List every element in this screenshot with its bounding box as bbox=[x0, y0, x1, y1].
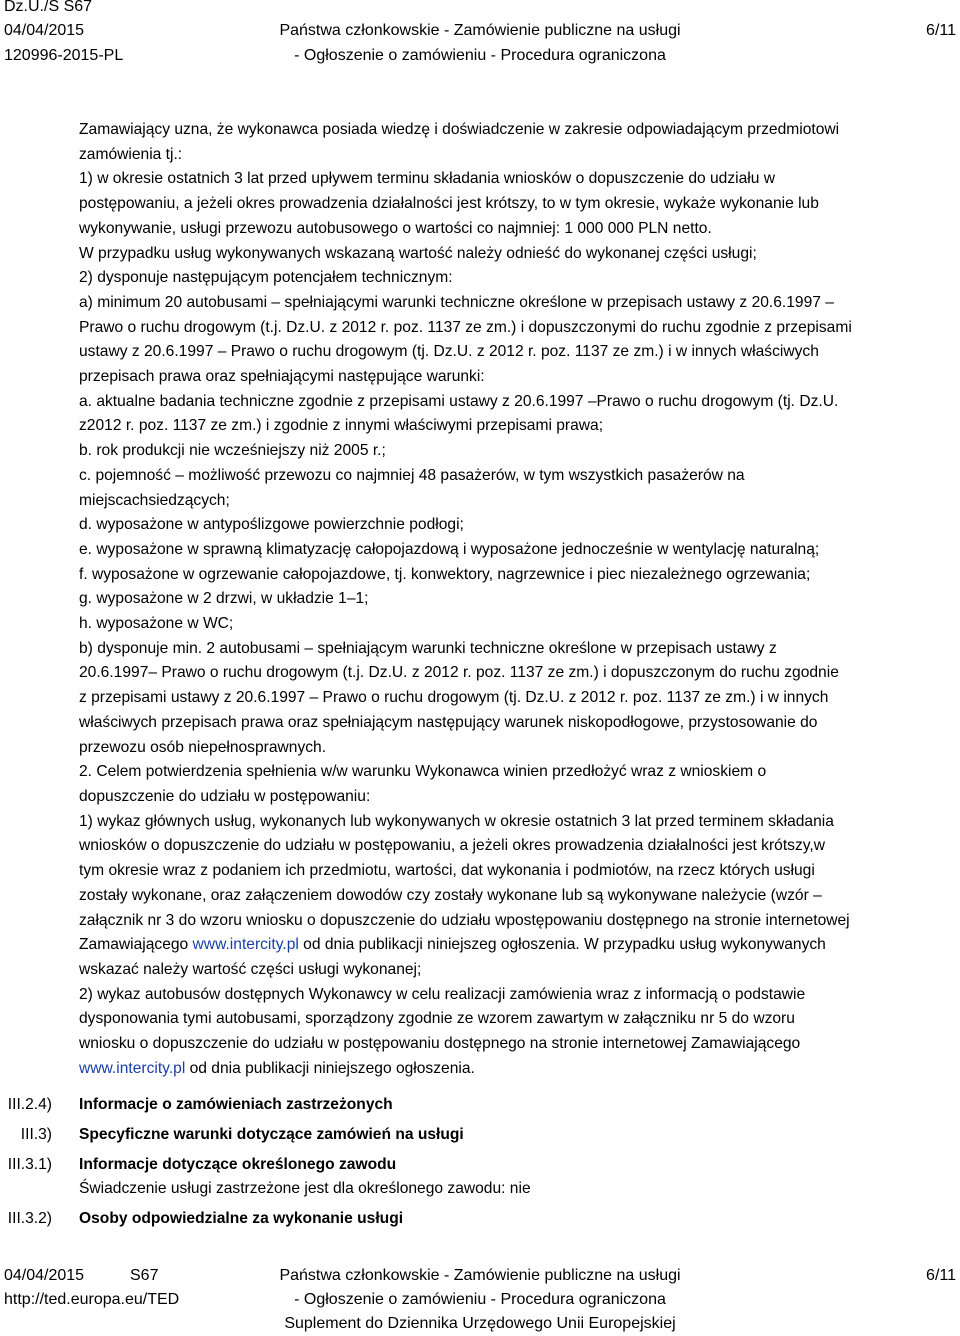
body-line: e. wyposażone w sprawną klimatyzację całopojazdową i wyposażone jednocześnie w wentylację naturalną; bbox=[79, 540, 820, 558]
body-line: a) minimum 20 autobusami – spełniającymi warunki techniczne określone w przepisach ustawy z 20.6.1997 – bbox=[79, 293, 834, 311]
body-line: zostały wykonane, oraz załączeniem dowodów czy zostały wykonane lub są wykonywane należycie (wzór – bbox=[79, 886, 822, 904]
section-title: Specyficzne warunki dotyczące zamówień na usługi bbox=[79, 1126, 464, 1143]
intercity-link[interactable]: www.intercity.pl bbox=[192, 936, 299, 954]
body-line: tym okresie wraz z podaniem ich przedmiotu, wartości, dat wykonania i podmiotów, na rzecz których usługi bbox=[79, 862, 815, 880]
body-line: ustawy z 20.6.1997 – Prawo o ruchu drogowym (tj. Dz.U. z 2012 r. poz. 1137 ze zm.) i w innych właściwych bbox=[79, 343, 819, 361]
body-line: przepisach prawa oraz spełniającymi następujące warunki: bbox=[79, 368, 485, 386]
body-line: wniosków o dopuszczenie do udziału w postępowaniu, a jeżeli okres prowadzenia działalności jest krótszy,w bbox=[79, 837, 826, 855]
body-line-with-link bbox=[79, 1057, 959, 1082]
body-line: właściwych przepisach prawa oraz spełniającym następujący warunek niskopodłogowe, przystosowanie do bbox=[79, 713, 818, 731]
body-line: wniosku o dopuszczenie do udziału w postępowaniu dostępnego na stronie internetowej Zamawiającego bbox=[79, 1035, 801, 1053]
body-line: b. rok produkcji nie wcześniejszy niż 2005 r.; bbox=[79, 442, 386, 460]
link-line-text-after: od dnia publikacji niniejszeg ogłoszenia. W przypadku usług wykonywanych bbox=[298, 936, 826, 954]
section-number: III.3.2) bbox=[7, 1210, 52, 1227]
section-number: III.2.4) bbox=[7, 1096, 52, 1113]
section-title: Osoby odpowiedzialne za wykonanie usługi bbox=[79, 1210, 404, 1227]
section-list bbox=[0, 1093, 960, 1237]
section-row bbox=[0, 1207, 960, 1237]
intercity-link[interactable]: www.intercity.pl bbox=[79, 1059, 186, 1077]
journal-ref: Dz.U./S S67 bbox=[4, 0, 93, 15]
footer-series: S67 bbox=[130, 1267, 159, 1284]
header-date: 04/04/2015 bbox=[4, 22, 85, 39]
section-row bbox=[0, 1093, 960, 1123]
body-line: a. aktualne badania techniczne zgodnie z przepisami ustawy z 20.6.1997 –Prawo o ruchu drogowym (tj. Dz.U. bbox=[79, 392, 839, 410]
body-line: h. wyposażone w WC; bbox=[79, 615, 234, 633]
body-line: Prawo o ruchu drogowym (t.j. Dz.U. z 2012 r. poz. 1137 ze zm.) i dopuszczonymi do ruchu zgodnie z przepisami bbox=[79, 318, 852, 336]
link-line-text-after: od dnia publikacji niniejszego ogłoszenia. bbox=[185, 1059, 475, 1077]
body-line: b) dysponuje min. 2 autobusami – spełniającym warunki techniczne określone w przepisach ustawy z bbox=[79, 639, 777, 657]
body-line: g. wyposażone w 2 drzwi, w układzie 1–1; bbox=[79, 590, 369, 608]
section-row bbox=[0, 1153, 960, 1207]
body-line: z2012 r. poz. 1137 ze zm.) i zgodnie z innymi właściwymi przepisami prawa; bbox=[79, 417, 604, 435]
header-title-line1: Państwa członkowskie - Zamówienie publiczne na usługi bbox=[279, 22, 681, 39]
body-line: z przepisami ustawy z 20.6.1997 – Prawo o ruchu drogowym (tj. Dz.U. z 2012 r. poz. 1137 ze zm.) i w innych bbox=[79, 689, 829, 707]
body-line: przewozu osób niepełnosprawnych. bbox=[79, 738, 327, 756]
body-line: 2) wykaz autobusów dostępnych Wykonawcy w celu realizacji zamówienia wraz z informacją o podstawie bbox=[79, 985, 806, 1003]
body-line: dopuszczenie do udziału w postępowaniu: bbox=[79, 787, 371, 805]
section-number: III.3.1) bbox=[7, 1156, 52, 1173]
body-line: 2. Celem potwierdzenia spełnienia w/w warunku Wykonawca winien przedłożyć wraz z wnioskiem o bbox=[79, 763, 767, 781]
header-doc-id: 120996-2015-PL bbox=[4, 47, 124, 64]
body-text bbox=[79, 118, 959, 1081]
body-line: załącznik nr 3 do wzoru wniosku o dopuszczenie do udziału wpostępowaniu dostępnego na stronie internetowej bbox=[79, 911, 850, 929]
body-line: Zamawiający uzna, że wykonawca posiada wiedzę i doświadczenie w zakresie odpowiadającym przedmiotowi bbox=[79, 121, 840, 138]
section-number: III.3) bbox=[20, 1126, 52, 1143]
link-line-text-before: Zamawiającego bbox=[79, 936, 193, 954]
footer-page-number: 6/11 bbox=[926, 1267, 956, 1284]
body-line: 2) dysponuje następującym potencjałem technicznym: bbox=[79, 269, 453, 287]
footer-title-line3: Suplement do Dziennika Urzędowego Unii Europejskiej bbox=[284, 1315, 676, 1332]
body-line: c. pojemność – możliwość przewozu co najmniej 48 pasażerów, w tym wszystkich pasażerów na bbox=[79, 466, 745, 484]
section-row bbox=[0, 1123, 960, 1153]
footer-url[interactable]: http://ted.europa.eu/TED bbox=[4, 1291, 180, 1308]
section-detail: Świadczenie usługi zastrzeżone jest dla określonego zawodu: nie bbox=[79, 1180, 531, 1197]
header-page-number: 6/11 bbox=[926, 22, 956, 39]
footer-date: 04/04/2015 bbox=[4, 1267, 85, 1284]
body-line: wskazać należy wartość części usługi wykonanej; bbox=[79, 960, 422, 978]
body-line: dysponowania tymi autobusami, sporządzony zgodnie ze wzorem zawartym w załączniku nr 5 do wzoru bbox=[79, 1010, 795, 1028]
footer-title-line1: Państwa członkowskie - Zamówienie publiczne na usługi bbox=[279, 1267, 681, 1284]
footer-title-line2: - Ogłoszenie o zamówieniu - Procedura ograniczona bbox=[294, 1291, 666, 1308]
body-line: miejscachsiedzących; bbox=[79, 491, 230, 509]
body-line: d. wyposażone w antypoślizgowe powierzchnie podłogi; bbox=[79, 516, 464, 534]
body-line: 20.6.1997– Prawo o ruchu drogowym (t.j. Dz.U. z 2012 r. poz. 1137 ze zm.) i dopuszczonym do ruchu zgodnie bbox=[79, 664, 839, 682]
body-line: 1) w okresie ostatnich 3 lat przed upływem terminu składania wniosków o dopuszczenie do udziału w bbox=[79, 170, 776, 188]
body-line: W przypadku usług wykonywanych wskazaną wartość należy odnieść do wykonanej części usługi; bbox=[79, 244, 757, 262]
header-title-line2: - Ogłoszenie o zamówieniu - Procedura ograniczona bbox=[294, 47, 666, 64]
body-line: zamówienia tj.: bbox=[79, 145, 183, 163]
body-line-with-link bbox=[79, 933, 959, 958]
section-title: Informacje dotyczące określonego zawodu bbox=[79, 1156, 397, 1173]
body-line: 1) wykaz głównych usług, wykonanych lub wykonywanych w okresie ostatnich 3 lat przed terminem składania bbox=[79, 812, 834, 830]
body-line: f. wyposażone w ogrzewanie całopojazdowe, tj. konwektory, nagrzewnice i piec niezależnego ogrzewania; bbox=[79, 565, 811, 583]
body-line: postępowaniu, a jeżeli okres prowadzenia działalności jest krótszy, to w tym okresie, wykaże wykonanie lub bbox=[79, 195, 819, 213]
body-line: wykonywanie, usługi przewozu autobusowego o wartości co najmniej: 1 000 000 PLN netto. bbox=[79, 219, 712, 237]
section-title: Informacje o zamówieniach zastrzeżonych bbox=[79, 1096, 393, 1113]
